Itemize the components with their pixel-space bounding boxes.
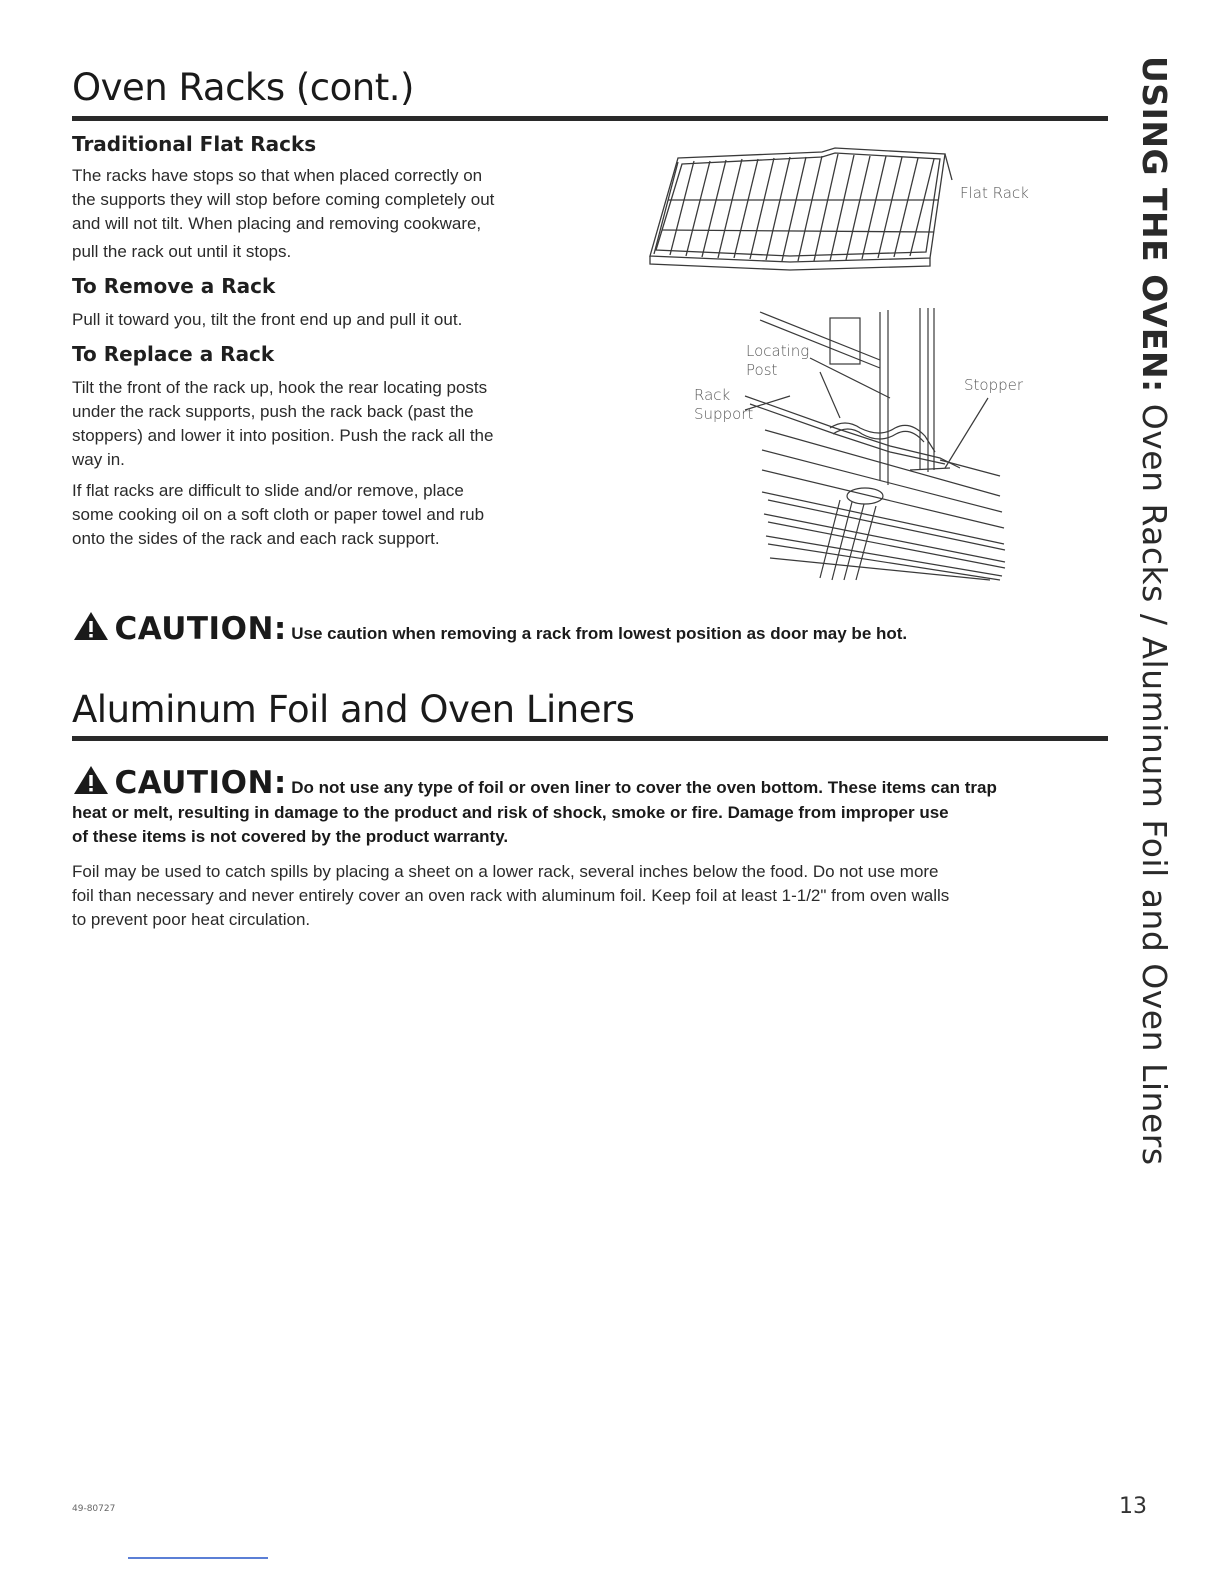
paragraph-line: under the rack supports, push the rack back (past the: [72, 402, 474, 421]
replace-rack-paragraph: [72, 376, 612, 472]
side-tab-section-label: [1135, 56, 1174, 1166]
warning-triangle-icon: [72, 610, 110, 642]
page-title: Oven Racks (cont.): [72, 66, 414, 109]
replace-rack-heading: To Replace a Rack: [72, 342, 275, 366]
warning-triangle-icon: [72, 764, 110, 796]
doc-number: 49-80727: [72, 1504, 116, 1514]
side-tab-normal: Oven Racks / Aluminum Foil and Oven Liners: [1135, 403, 1174, 1166]
remove-rack-heading: To Remove a Rack: [72, 274, 276, 298]
label-line: Locating: [746, 342, 810, 360]
paragraph-line: the supports they will stop before coming completely out: [72, 190, 495, 209]
paragraph-line: some cooking oil on a soft cloth or paper towel and rub: [72, 505, 485, 524]
caution-label: CAUTION:: [114, 611, 287, 647]
paragraph-line: If flat racks are difficult to slide and/or remove, place: [72, 481, 464, 500]
rack-support-illustration: [690, 300, 1020, 585]
paragraph-line: way in.: [72, 450, 125, 469]
section-rule: [72, 736, 1108, 741]
paragraph-line: Tilt the front of the rack up, hook the rear locating posts: [72, 378, 488, 397]
locating-post-label: [746, 342, 809, 380]
flat-rack-label: Flat Rack: [960, 184, 1029, 202]
side-tab-bold: USING THE OVEN:: [1135, 56, 1174, 393]
footer-blue-line: [128, 1557, 268, 1559]
caution-message: Do not use any type of foil or oven liner to cover the oven bottom. These items can trap: [291, 778, 997, 797]
rack-support-label: [694, 386, 753, 424]
caution-rack: [72, 610, 907, 647]
section-title-foil: Aluminum Foil and Oven Liners: [72, 688, 635, 731]
caution-foil: [72, 764, 1112, 849]
caution-label: CAUTION:: [114, 765, 287, 801]
oil-tip-paragraph: [72, 479, 612, 551]
paragraph-line: Foil may be used to catch spills by placing a sheet on a lower rack, several inches below the food. Do not use more: [72, 862, 939, 881]
foil-body-paragraph: [72, 860, 1117, 932]
caution-first-line: [72, 764, 1112, 801]
label-line: Post: [746, 361, 778, 379]
caution-message-line: heat or melt, resulting in damage to the product and risk of shock, smoke or fire. Damage from improper use: [72, 803, 949, 822]
stopper-label: Stopper: [964, 376, 1024, 394]
paragraph-line: foil than necessary and never entirely cover an oven rack with aluminum foil. Keep foil at least 1-1/2" from oven walls: [72, 886, 950, 905]
traditional-racks-heading: Traditional Flat Racks: [72, 132, 317, 156]
traditional-racks-paragraph: [72, 164, 612, 264]
label-line: Support: [694, 405, 754, 423]
remove-rack-text: Pull it toward you, tilt the front end up and pull it out.: [72, 310, 463, 329]
caution-message: Use caution when removing a rack from lowest position as door may be hot.: [291, 624, 908, 643]
page-number: 13: [1119, 1494, 1147, 1519]
paragraph-line: onto the sides of the rack and each rack support.: [72, 529, 440, 548]
paragraph-line: and will not tilt. When placing and removing cookware,: [72, 214, 482, 233]
caution-message-line: of these items is not covered by the product warranty.: [72, 827, 509, 846]
paragraph-line: The racks have stops so that when placed correctly on: [72, 166, 483, 185]
label-line: Rack: [694, 386, 731, 404]
paragraph-line: to prevent poor heat circulation.: [72, 910, 311, 929]
flat-rack-illustration: [640, 140, 960, 275]
paragraph-line: pull the rack out until it stops.: [72, 242, 292, 261]
title-rule: [72, 116, 1108, 121]
paragraph-line: stoppers) and lower it into position. Push the rack all the: [72, 426, 494, 445]
